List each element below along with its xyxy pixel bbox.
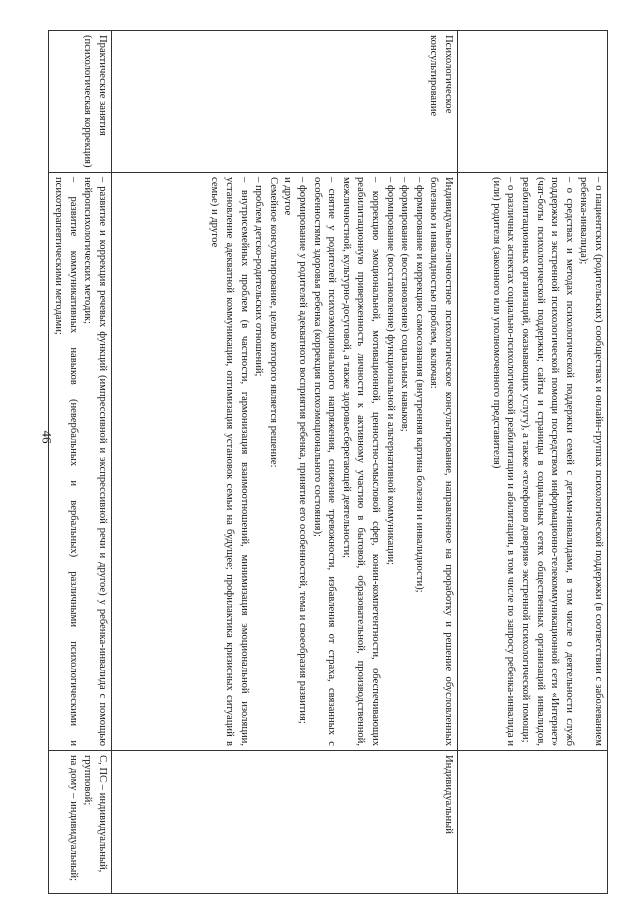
form-value: на дому – индивидуальный; xyxy=(67,755,79,882)
text-paragraph: Индивидуально-личностное психологическое консультирование, направленное на проработку и решение обусловленных болезнью и инвалидностью проблем, включая: xyxy=(428,177,454,746)
form-value: Индивидуальный xyxy=(443,755,454,834)
row-1-form-cell xyxy=(458,751,608,894)
text-paragraph: – проблем детско-родительских отношений; xyxy=(253,177,265,377)
text-paragraph: – развитие и коррекция речевых функций (импрессивной и экспрессивной речи и другое) у ребенка-инвалида с помощью нейропсихологических методик; xyxy=(82,177,108,746)
text-paragraph: – внутрисемейных проблем (в частности, гармонизация взаимоотношений, минимизация эмоциональной изоляции, установление адекватной коммуникации, оптимизация установок семьи на будущее; профилактика кризисных ситуаций в семье) и другое xyxy=(209,177,250,746)
row-2-form-cell xyxy=(112,751,458,894)
table-row xyxy=(112,31,458,894)
table-row xyxy=(48,31,111,894)
row-2-service-cell xyxy=(112,31,458,173)
text-paragraph: – коррекцию эмоциональной, мотивационной, ценностно-смысловой сфер, конин-компетентности, обеспечивающих реабилитационную приверженность личности к активному участию в бытовой, образовательной, производственной, межличностной, культурно-досуговой, а также здоровьесберегающей деятельности; xyxy=(340,177,382,746)
page-number: 46 xyxy=(39,430,55,444)
row-3-service-cell xyxy=(48,31,111,173)
form-value: С, ПС – индивидуальный, групповой; xyxy=(82,755,108,873)
text-paragraph: – о различных аспектах социально-психологической реабилитации и абилитации, в том числе по запросу ребенка-инвалида и (или) родителя (законного или уполномоченного представителя) xyxy=(490,177,517,746)
service-name: Практические занятия (психологическая коррекция) xyxy=(82,35,108,168)
text-paragraph: – о средствах и методах психологической поддержки семей с детьми-инвалидами, в том числе о деятельности служб поддержки и экстренной психологической помощи посредством информационно-телекоммуникационной сети «Интернет» (чат-боты психологической поддержки; сайты и страницы в социальных сетях общественных организаций инвалидов, реабилитационных организаций, оказывающих услугу), а также «телефонов доверия» экстренной психологической помощи; xyxy=(520,177,575,746)
row-1-service-cell xyxy=(458,31,608,173)
row-2-content-cell xyxy=(112,173,458,751)
row-3-content-cell xyxy=(48,173,111,751)
rotated-page-content xyxy=(53,30,608,893)
text-paragraph: – формирование (восстановление) социальных навыков; xyxy=(399,177,411,432)
row-1-content-cell xyxy=(458,173,608,751)
row-3-form-cell xyxy=(48,751,111,894)
table-row xyxy=(458,31,608,894)
text-paragraph: – о пациентских (родительских) сообществах и онлайн-группах психологической поддержки (в соответствии с заболеванием ребенка-инвалида); xyxy=(578,177,604,746)
text-paragraph: и другое xyxy=(282,177,294,216)
text-paragraph: – формирование и коррекцию самосознания (внутренняя картина болезни и инвалидности); xyxy=(413,177,425,593)
text-paragraph: – формирование у родителей адекватного восприятия ребенка, принятие его особенностей, тема и своеобразия развития; xyxy=(297,177,309,724)
service-name: Психологическое консультирование xyxy=(428,35,454,117)
text-paragraph: – снятие у родителей психоэмоционального напряжения, снижение тревожности, избавления от страха, связанных с особенностями здоровья ребенка (коррекция психоэмоционального состояния); xyxy=(311,177,338,746)
text-paragraph: Семейное консультирование, целью которого является решение: xyxy=(267,177,279,468)
text-paragraph: – формирование (восстановление) функциональной и альтернативной коммуникации; xyxy=(384,177,396,566)
services-table xyxy=(48,30,608,894)
text-paragraph: – развитие коммуникативных навыков (невербальных и вербальных) различными психологическими и психотерапевтическими методами; xyxy=(53,177,79,746)
